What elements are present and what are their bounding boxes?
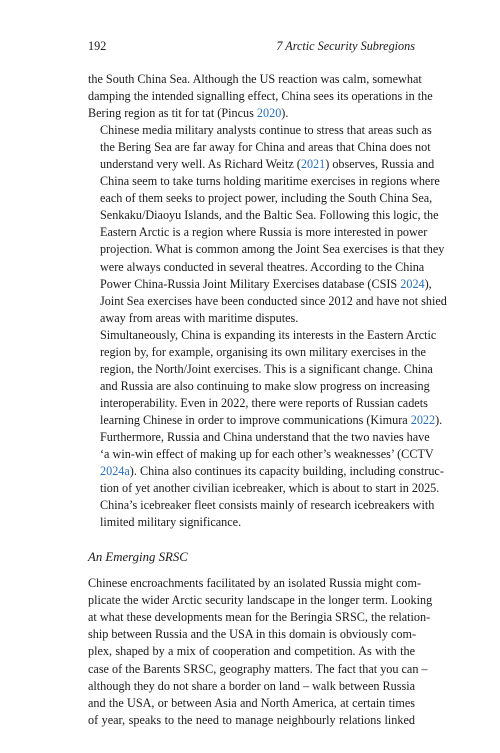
- text-run: and Russia are also continuing to make slow progress on increasing: [100, 378, 430, 393]
- text-run: China’s icebreaker fleet consists mainly of research icebreakers with: [100, 498, 435, 513]
- text-run: ‘a win-win effect of making up for each other’s weaknesses’ (CCTV: [100, 447, 434, 462]
- text-run: damping the intended signalling effect, China sees its operations in the: [88, 89, 433, 104]
- text-run: away from areas with maritime disputes.: [100, 310, 299, 325]
- text-line: [88, 122, 432, 139]
- text-run: Power China-Russia Joint Military Exercises database (CSIS: [100, 276, 401, 291]
- running-title: 7 Arctic Security Subregions: [276, 39, 415, 53]
- text-line: [88, 88, 433, 105]
- text-run: Eastern Arctic is a region where Russia is more interested in power: [100, 225, 428, 240]
- text-run: understand very well. As Richard Weitz (: [100, 157, 301, 172]
- citation-link[interactable]: 2021: [300, 157, 326, 172]
- text-run: tion of yet another civilian icebreaker, which is about to start in 2025.: [100, 481, 440, 496]
- text-run: Chinese media military analysts continue to stress that areas such as: [100, 123, 432, 138]
- text-line: [88, 241, 445, 258]
- text-line: [88, 695, 415, 712]
- citation-link[interactable]: 2024: [400, 276, 425, 291]
- text-run: and the USA, or between Asia and North America, at certain times: [88, 695, 415, 710]
- paragraphs-before-heading: [88, 71, 447, 531]
- text-line: [88, 105, 415, 122]
- text-line: [88, 412, 443, 429]
- text-line: [88, 592, 433, 609]
- text-run: ).: [435, 412, 443, 427]
- citation-link[interactable]: 2024a: [100, 464, 130, 479]
- text-line: [88, 395, 428, 412]
- text-run: although they do not share a border on land – walk between Russia: [88, 678, 415, 693]
- text-run: ship between Russia and the USA in this domain is obviously com-: [88, 627, 417, 642]
- text-line: [88, 463, 444, 480]
- text-line: [88, 712, 415, 729]
- text-run: ). China also continues its capacity building, including construc-: [129, 464, 444, 479]
- text-line: [88, 173, 440, 190]
- body-text: [88, 71, 447, 729]
- text-line: [88, 514, 415, 531]
- paragraph: [88, 71, 433, 122]
- text-run: ) observes, Russia and: [325, 157, 435, 172]
- text-run: interoperability. Even in 2022, there were reports of Russian cadets: [100, 395, 428, 410]
- text-line: [88, 71, 422, 88]
- text-run: Joint Sea exercises have been conducted since 2012 and have not shied: [100, 293, 447, 308]
- text-run: Chinese encroachments facilitated by an isolated Russia might com-: [88, 576, 422, 591]
- text-run: case of the Barents SRSC, geography matters. The fact that you can –: [88, 661, 428, 676]
- text-line: [88, 207, 439, 224]
- text-line: [88, 259, 425, 276]
- text-line: [88, 361, 433, 378]
- text-run: plex, shaped by a mix of cooperation and competition. As with the: [88, 644, 415, 659]
- text-line: [88, 678, 415, 695]
- text-line: [88, 156, 435, 173]
- text-run: of year, speaks to the need to manage neighbourly relations linked: [88, 712, 415, 727]
- text-line: [88, 139, 431, 156]
- text-run: ),: [424, 276, 432, 291]
- paragraphs-after-heading: [88, 575, 433, 728]
- text-run: projection. What is common among the Joint Sea exercises is that they: [100, 242, 445, 257]
- text-line: [88, 626, 415, 643]
- text-run: the South China Sea. Although the US reaction was calm, somewhat: [88, 72, 422, 86]
- paragraph: [88, 575, 433, 728]
- text-run: at what these developments mean for the Beringia SRSC, the relation-: [88, 610, 431, 625]
- text-line: [88, 344, 426, 361]
- text-line: [88, 446, 434, 463]
- text-run: Furthermore, Russia and China understand that the two navies have: [100, 429, 430, 444]
- text-run: region by, for example, organising its own military exercises in the: [100, 344, 426, 359]
- text-run: China seem to take turns holding maritime exercises in regions where: [100, 174, 440, 189]
- text-line: [88, 643, 415, 660]
- text-run: the Bering Sea are far away for China and areas that China does not: [100, 140, 431, 155]
- text-line: [88, 480, 440, 497]
- text-line: [88, 378, 430, 395]
- paragraph: [88, 327, 444, 532]
- text-line: [88, 310, 415, 327]
- section-heading: An Emerging SRSC: [88, 550, 188, 565]
- text-line: [88, 293, 447, 310]
- text-run: region, the North/Joint exercises. This is a significant change. China: [100, 361, 433, 376]
- paragraph: [88, 122, 447, 327]
- text-run: Bering region as tit for tat (Pincus: [88, 106, 257, 121]
- text-run: learning Chinese in order to improve communications (Kimura: [100, 412, 411, 427]
- citation-link[interactable]: 2020: [256, 106, 282, 121]
- text-run: Senkaku/Diaoyu Islands, and the Baltic Sea. Following this logic, the: [100, 208, 439, 223]
- text-line: [88, 276, 432, 293]
- text-line: [88, 609, 431, 626]
- text-run: limited military significance.: [100, 515, 242, 530]
- citation-link[interactable]: 2022: [410, 412, 436, 427]
- text-line: [88, 190, 433, 207]
- text-run: Simultaneously, China is expanding its interests in the Eastern Arctic: [100, 327, 437, 342]
- text-line: [88, 327, 437, 344]
- text-line: [88, 224, 428, 241]
- text-run: ).: [281, 106, 289, 121]
- page-number: 192: [88, 39, 107, 53]
- text-line: [88, 575, 422, 592]
- text-run: were always conducted in several theatres. According to the China: [100, 259, 425, 274]
- text-run: plicate the wider Arctic security landscape in the longer term. Looking: [88, 593, 433, 608]
- text-line: [88, 661, 428, 678]
- text-run: each of them seeks to project power, including the South China Sea,: [100, 191, 433, 206]
- text-line: [88, 497, 435, 514]
- text-line: [88, 429, 430, 446]
